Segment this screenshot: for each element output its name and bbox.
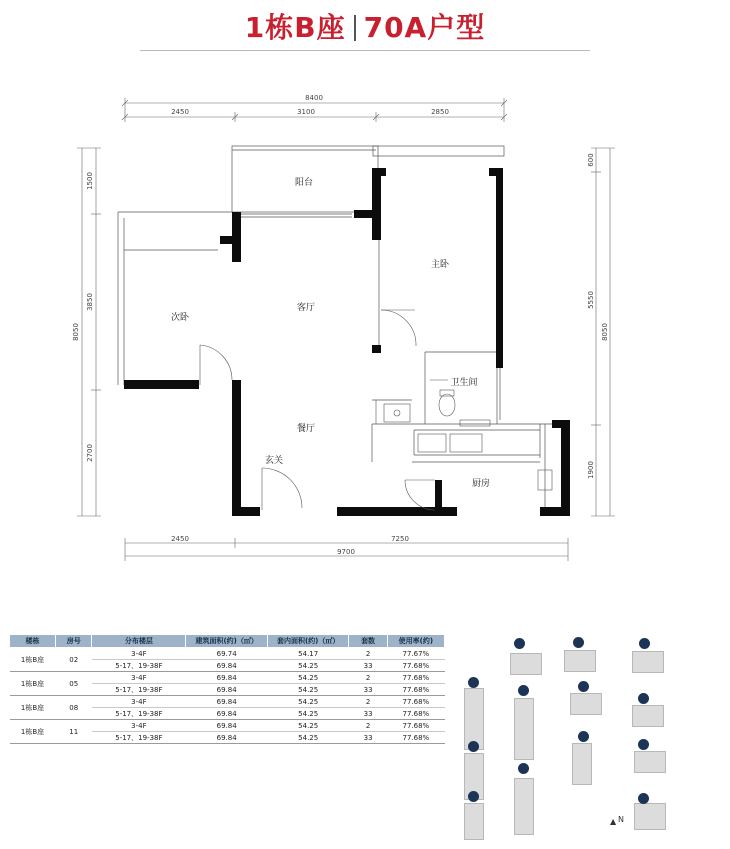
cell-gross: 69.84 — [186, 708, 268, 720]
dim-right-seg-1: 600 — [587, 153, 595, 167]
table-row — [10, 672, 445, 684]
cell-net: 54.25 — [267, 720, 349, 732]
cell-gross: 69.84 — [186, 696, 268, 708]
cell-count: 2 — [349, 696, 387, 708]
cell-count: 33 — [349, 732, 387, 744]
thin-outlines — [118, 146, 552, 510]
cell-net: 54.25 — [267, 672, 349, 684]
col-header-building: 楼栋 — [10, 635, 56, 648]
building-marker-icon — [638, 693, 649, 704]
cell-floors: 3-4F — [92, 696, 186, 708]
room-dining-room: 餐厅 — [296, 424, 316, 434]
cell-floors: 3-4F — [92, 720, 186, 732]
building-title: 1栋B座 — [244, 11, 346, 44]
dim-right-seg-2: 5550 — [587, 291, 595, 309]
building-marker-icon — [468, 741, 479, 752]
cell-count: 33 — [349, 660, 387, 672]
north-label: N — [618, 815, 624, 824]
dim-top-seg-3: 2850 — [431, 108, 449, 116]
cell-ratio: 77.68% — [387, 684, 444, 696]
dim-left-total: 8050 — [72, 323, 80, 341]
building-block — [572, 743, 592, 785]
cell-gross: 69.84 — [186, 684, 268, 696]
building-block — [632, 705, 664, 727]
building-marker-icon — [638, 739, 649, 750]
building-marker-icon — [518, 763, 529, 774]
table-header-row — [10, 635, 445, 648]
cell-ratio: 77.68% — [387, 732, 444, 744]
dim-top-total: 8400 — [305, 94, 323, 102]
cell-building: 1栋B座 — [10, 648, 56, 672]
table-row — [10, 720, 445, 732]
cell-gross: 69.84 — [186, 672, 268, 684]
cell-count: 2 — [349, 648, 387, 660]
cell-building: 1栋B座 — [10, 696, 56, 720]
cell-ratio: 77.68% — [387, 720, 444, 732]
cell-ratio: 77.68% — [387, 696, 444, 708]
room-balcony: 阳台 — [294, 178, 314, 188]
cell-net: 54.25 — [267, 732, 349, 744]
cell-count: 33 — [349, 708, 387, 720]
cell-net: 54.25 — [267, 660, 349, 672]
building-marker-icon — [638, 793, 649, 804]
building-block — [564, 650, 596, 672]
building-marker-icon — [468, 791, 479, 802]
cell-floors: 5-17、19-38F — [92, 708, 186, 720]
room-entrance: 玄关 — [264, 456, 284, 466]
dim-bottom-total: 9700 — [337, 548, 355, 556]
building-block — [514, 698, 534, 760]
col-header-unit: 房号 — [56, 635, 92, 648]
cell-floors: 5-17、19-38F — [92, 684, 186, 696]
building-block — [570, 693, 602, 715]
room-living-room: 客厅 — [296, 303, 316, 313]
dim-right-total: 8050 — [601, 323, 609, 341]
cell-unit: 11 — [56, 720, 92, 744]
cell-building: 1栋B座 — [10, 720, 56, 744]
cell-net: 54.25 — [267, 696, 349, 708]
cell-net: 54.25 — [267, 708, 349, 720]
table-row — [10, 696, 445, 708]
room-bathroom: 卫生间 — [450, 378, 478, 388]
cell-count: 2 — [349, 720, 387, 732]
dim-top-seg-2: 3100 — [297, 108, 315, 116]
col-header-floors: 分布楼层 — [92, 635, 186, 648]
cell-floors: 3-4F — [92, 648, 186, 660]
cell-gross: 69.84 — [186, 660, 268, 672]
building-block — [514, 778, 534, 835]
cell-gross: 69.84 — [186, 720, 268, 732]
room-kitchen: 厨房 — [471, 479, 491, 489]
cell-gross: 69.84 — [186, 732, 268, 744]
cell-ratio: 77.68% — [387, 660, 444, 672]
cell-building: 1栋B座 — [10, 672, 56, 696]
building-marker-icon — [518, 685, 529, 696]
dim-left-seg-3: 2700 — [86, 444, 94, 462]
cell-net: 54.17 — [267, 648, 349, 660]
dim-bottom-seg-2: 7250 — [391, 535, 409, 543]
dim-top-seg-1: 2450 — [171, 108, 189, 116]
cell-ratio: 77.68% — [387, 708, 444, 720]
cell-ratio: 77.68% — [387, 672, 444, 684]
cell-count: 33 — [349, 684, 387, 696]
cell-floors: 5-17、19-38F — [92, 732, 186, 744]
building-block — [632, 651, 664, 673]
building-block — [634, 751, 666, 773]
unit-area-table — [9, 634, 445, 744]
cell-count: 2 — [349, 672, 387, 684]
cell-unit: 08 — [56, 696, 92, 720]
thick-walls — [124, 168, 570, 516]
building-marker-icon — [639, 638, 650, 649]
room-master-bedroom: 主卧 — [430, 260, 450, 270]
north-arrow-icon: ▲ — [610, 817, 617, 826]
room-second-bedroom: 次卧 — [170, 313, 190, 323]
cell-floors: 3-4F — [92, 672, 186, 684]
building-block — [634, 803, 666, 830]
cell-ratio: 77.67% — [387, 648, 444, 660]
cell-floors: 5-17、19-38F — [92, 660, 186, 672]
building-marker-icon — [578, 731, 589, 742]
col-header-count: 套数 — [349, 635, 387, 648]
building-block — [510, 653, 542, 675]
building-marker-icon — [468, 677, 479, 688]
dim-left-seg-1: 1500 — [86, 172, 94, 190]
building-marker-icon — [573, 637, 584, 648]
dim-right-seg-3: 1900 — [587, 461, 595, 479]
col-header-ratio: 使用率(约) — [387, 635, 444, 648]
site-plan-map — [452, 633, 725, 838]
dim-left-seg-2: 3850 — [86, 293, 94, 311]
cell-unit: 02 — [56, 648, 92, 672]
building-marker-icon — [514, 638, 525, 649]
fixtures — [376, 390, 552, 490]
dim-bottom-seg-1: 2450 — [171, 535, 189, 543]
cell-gross: 69.74 — [186, 648, 268, 660]
col-header-gross-area: 建筑面积(约)（㎡） — [186, 635, 268, 648]
cell-net: 54.25 — [267, 684, 349, 696]
table-row — [10, 648, 445, 660]
building-marker-icon — [578, 681, 589, 692]
cell-unit: 05 — [56, 672, 92, 696]
building-block — [464, 803, 484, 840]
col-header-net-area: 套内面积(约)（㎡） — [267, 635, 349, 648]
unit-type-title: 70A户型 — [363, 11, 486, 44]
